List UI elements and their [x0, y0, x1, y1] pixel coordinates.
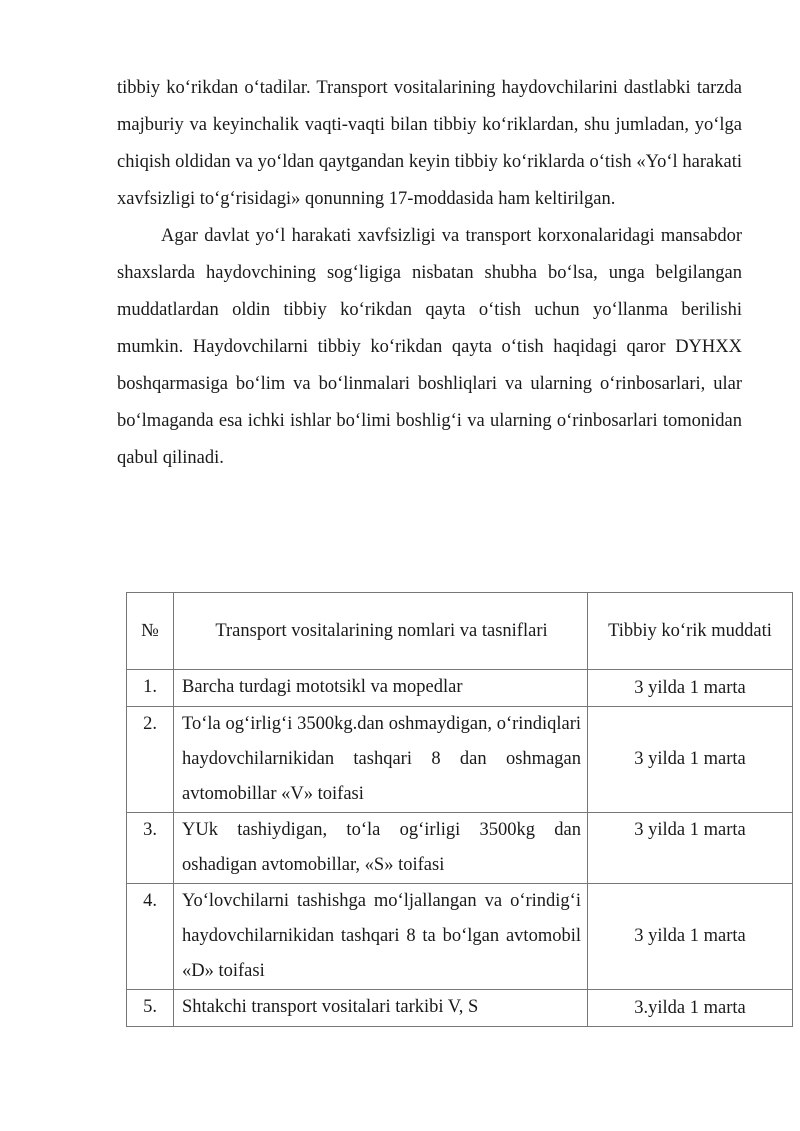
medical-exam-table — [126, 592, 793, 1027]
header-vehicle-name: Transport vositalarining nomlari va tasniflari — [174, 593, 588, 670]
header-number: № — [127, 593, 174, 670]
header-exam-period: Tibbiy ko‘rik muddati — [588, 593, 793, 670]
row-exam-period: 3 yilda 1 marta — [588, 707, 793, 813]
row-exam-period: 3 yilda 1 marta — [588, 670, 793, 707]
table-row — [127, 884, 793, 990]
table-row — [127, 990, 793, 1027]
table-row — [127, 813, 793, 884]
row-number: 1. — [127, 670, 174, 707]
row-number: 3. — [127, 813, 174, 884]
table-row — [127, 707, 793, 813]
row-vehicle-name: To‘la og‘irlig‘i 3500kg.dan oshmaydigan, o‘rindiqlari haydovchilarnikidan tashqari 8 dan oshmagan avtomobillar «V» toifasi — [174, 707, 588, 813]
row-exam-period: 3 yilda 1 marta — [588, 884, 793, 990]
paragraph-1: tibbiy ko‘rikdan o‘tadilar. Transport vositalarining haydovchilarini dastlabki tarzda majburiy va keyinchalik vaqti-vaqti bilan tibbiy ko‘riklardan, shu jumladan, yo‘lga chiqish oldidan va yo‘ldan qaytgandan keyin tibbiy ko‘riklarda o‘tish «Yo‘l harakati xavfsizligi to‘g‘risidagi» qonunning 17-moddasida ham keltirilgan. — [117, 78, 742, 209]
row-number: 2. — [127, 707, 174, 813]
table-header-row — [127, 593, 793, 670]
paragraph-2: Agar davlat yo‘l harakati xavfsizligi va transport korxonalaridagi mansabdor shaxslarda haydovchining sog‘ligiga nisbatan shubha bo‘lsa, unga belgilangan muddatlardan oldin tibbiy ko‘rikdan qayta o‘tish uchun yo‘llanma berilishi mumkin. Haydovchilarni tibbiy ko‘rikdan qayta o‘tish haqidagi qaror DYHXX boshqarmasiga bo‘lim va bo‘linmalari boshliqlari va ularning o‘rinbosarlari, ular bo‘lmaganda esa ichki ishlar bo‘limi boshlig‘i va ularning o‘rinbosarlari tomonidan qabul qilinadi. — [117, 226, 742, 468]
row-vehicle-name: YUk tashiydigan, to‘la og‘irligi 3500kg dan oshadigan avtomobillar, «S» toifasi — [174, 813, 588, 884]
row-exam-period: 3.yilda 1 marta — [588, 990, 793, 1027]
row-vehicle-name: Yo‘lovchilarni tashishga mo‘ljallangan va o‘rindig‘i haydovchilarnikidan tashqari 8 ta bo‘lgan avtomobil «D» toifasi — [174, 884, 588, 990]
row-exam-period: 3 yilda 1 marta — [588, 813, 793, 884]
row-vehicle-name: Barcha turdagi mototsikl va mopedlar — [174, 670, 588, 707]
row-number: 4. — [127, 884, 174, 990]
row-number: 5. — [127, 990, 174, 1027]
row-vehicle-name: Shtakchi transport vositalari tarkibi V, S — [174, 990, 588, 1027]
table-row — [127, 670, 793, 707]
document-body — [117, 70, 742, 477]
